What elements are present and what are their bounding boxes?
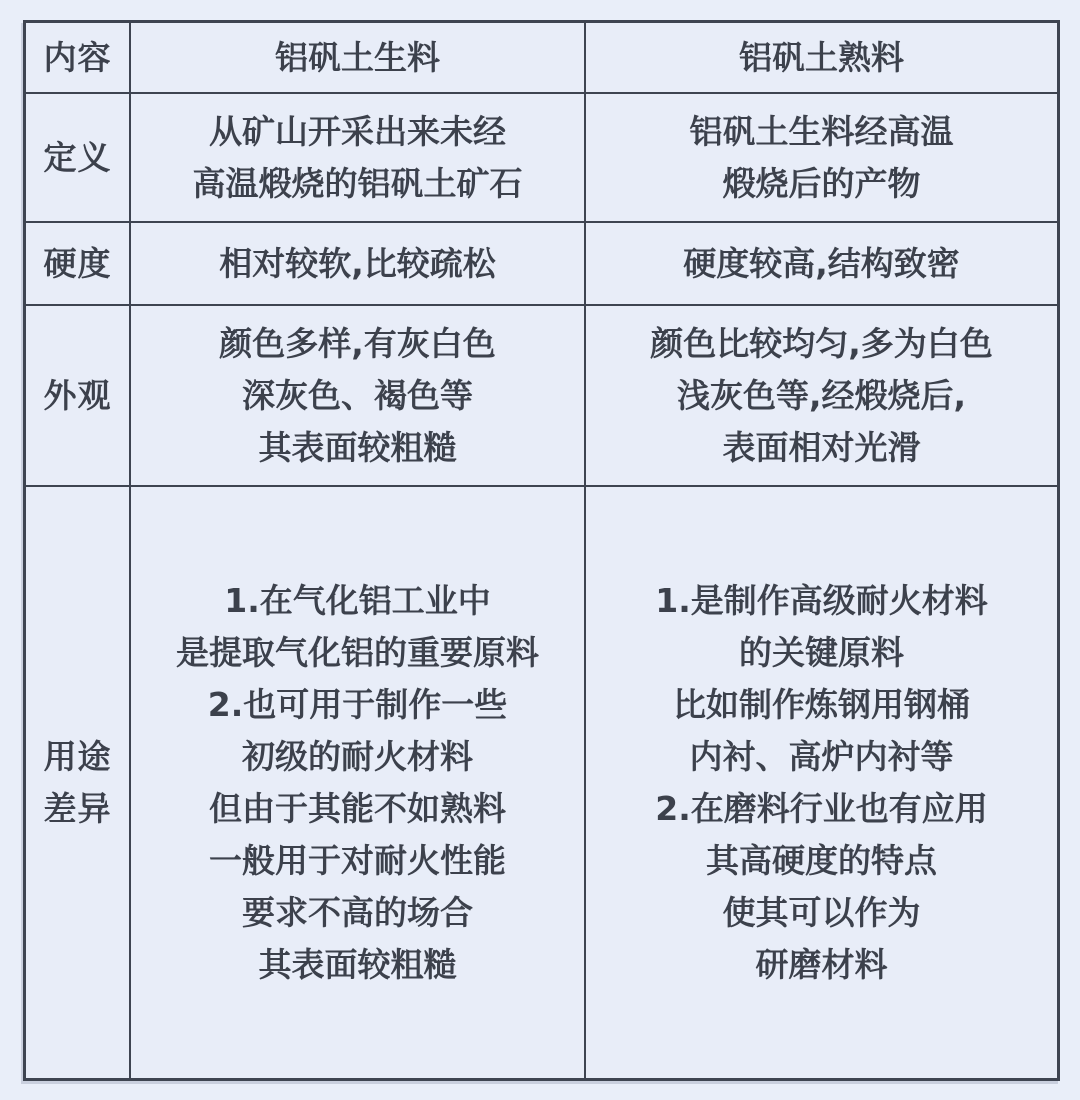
- comparison-table: [23, 20, 1060, 1081]
- column-header-calcined-bauxite: 铝矾土熟料: [586, 23, 1057, 94]
- cell-hardness-raw: 相对较软,比较疏松: [131, 223, 586, 306]
- cell-hardness-clinker: 硬度较高,结构致密: [586, 223, 1057, 306]
- row-label-appearance: 外观: [26, 306, 131, 487]
- cell-usage-raw: 1.在气化铝工业中 是提取气化铝的重要原料 2.也可用于制作一些 初级的耐火材料 但由于其能不如熟料 一般用于对耐火性能 要求不高的场合 其表面较粗糙: [131, 487, 586, 1078]
- table-corner-header: 内容: [26, 23, 131, 94]
- cell-appearance-raw: 颜色多样,有灰白色 深灰色、褐色等 其表面较粗糙: [131, 306, 586, 487]
- cell-usage-clinker: 1.是制作高级耐火材料 的关键原料 比如制作炼钢用钢桶 内衬、高炉内衬等 2.在磨料行业也有应用 其高硬度的特点 使其可以作为 研磨材料: [655, 580, 988, 984]
- cell-appearance-clinker: 颜色比较均匀,多为白色 浅灰色等,经煅烧后, 表面相对光滑: [586, 306, 1057, 487]
- row-label-hardness: 硬度: [26, 223, 131, 306]
- column-header-raw-bauxite: 铝矾土生料: [131, 23, 586, 94]
- row-label-usage-differences: 用途 差异: [26, 487, 131, 1078]
- row-label-definition: 定义: [26, 94, 131, 223]
- cell-definition-clinker: 铝矾土生料经高温 煅烧后的产物: [586, 94, 1057, 223]
- cell-definition-raw: 从矿山开采出来未经 高温煅烧的铝矾土矿石: [131, 94, 586, 223]
